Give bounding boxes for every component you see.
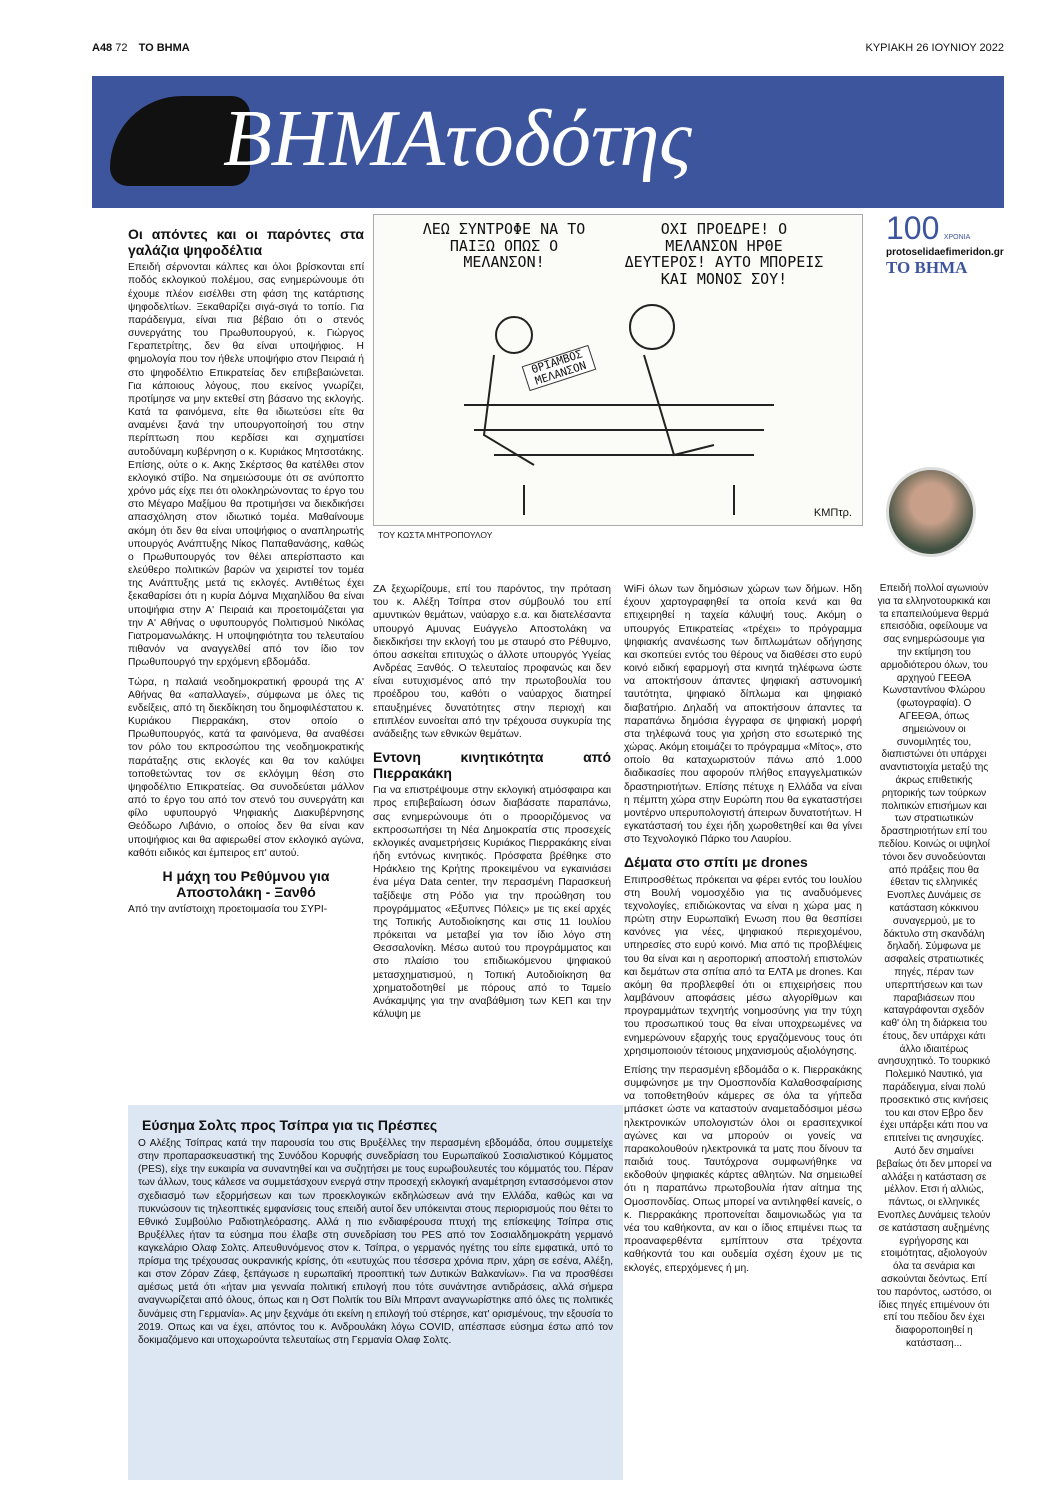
page-seq: 72 [115, 42, 128, 54]
middle-column [373, 583, 611, 1021]
issue-date: ΚΥΡΙΑΚΗ 26 ΙΟΥΝΙΟΥ 2022 [865, 42, 1004, 54]
page-header [92, 42, 1004, 56]
right-column [624, 583, 862, 1275]
badge-years: ΧΡΟΝΙΑ [943, 234, 971, 241]
left-column [128, 226, 364, 916]
body-drones: Επιπροσθέτως πρόκειται να φέρει εντός του Ιουλίου στη Βουλή νομοσχέδιο για τις αναδυόμενες τεχνολογίες, επιδιώκοντας να είναι η χώρα μας η πρώτη στην Ευρωπαϊκή Ενωση που θα θεσπίσει κανόνες για νέες, ψηφιακού περιεχομένου, υπηρεσίες στο ευρύ κοινό. Μια από τις προβλέψεις του θα είναι και η αεροπορική αποστολή επιστολών και δεμάτων στα σπίτια από τα ΕΛΤΑ με drones. Και ακόμη θα προβλεφθεί ότι οι επιχειρήσεις που λαμβάνουν αποφάσεις μέσω αλγορίθμων και προγραμμάτων τεχνητής νοημοσύνης για την τύχη του προσωπικού τους θα είναι υποχρεωμένες να ενημερώνουν εξαρχής τους εργαζόμενους τους ότι χρησιμοποιούν τέτοιους μηχανισμούς αξιολόγησης. [624, 874, 862, 1057]
body-basketball: Επίσης την περασμένη εβδομάδα ο κ. Πιερρακάκης συμφώνησε με την Ομοσπονδία Καλαθοσφαίρισης να τοποθετηθούν κάμερες σε όλα τα γήπεδα μπάσκετ ώστε να καταστούν αναμεταδόσιμοι μέσω ηλεκτρονικών υπολογιστών όλοι οι ερασιτεχνικοί αγώνες και να μπορούν οι γονείς να παρακολουθούν ηλεκτρονικά τα ματς που δίνουν τα παιδιά τους. Ταυτόχρονα συμφωνήθηκε να εκδοθούν ψηφιακές κάρτες αθλητών. Να σημειωθεί ότι η παραπάνω πρωτοβουλία ήταν αίτημα της Ομοσπονδίας. Οπως μπορεί να αντιληφθεί κανείς, ο κ. Πιερρακάκης προπονείται δαιμονιωδώς για τα νέα του καθήκοντα, αν και ο ίδιος επιμένει πως τα προαναφερθέντα εμπίπτουν στα τρέχοντα καθήκοντά του και ουδεμία σχέση έχουν με τις εκλογές, επερχόμενες ή μη. [624, 1064, 862, 1274]
newspaper-name: ΤΟ ΒΗΜΑ [138, 42, 190, 54]
headline-rethymno: Η μάχη του Ρεθύμνου για Αποστολάκη - Ξανθό [162, 867, 330, 901]
speech-bubble-right: ΟΧΙ ΠΡΟΕΔΡΕ! Ο ΜΕΛΑΝΣΟΝ ΗΡΘΕ ΔΕΥΤΕΡΟΣ! ΑΥΤΟ ΜΠΟΡΕΙΣ ΚΑΙ ΜΟΝΟΣ ΣΟΥ! [624, 220, 824, 288]
headline-scholz: Εύσημα Σολτς προς Τσίπρα για τις Πρέσπες [142, 1117, 438, 1133]
general-portrait-photo [886, 467, 976, 557]
cartoon-newspaper: ΘΡΙΑΜΒΟΣ ΜΕΛΑΝΣΟΝ [522, 345, 597, 392]
source-watermark: protoselidaefimeridon.gr [886, 247, 1004, 258]
column-logo: ΒΗΜΑτοδότης [223, 95, 692, 183]
headline-ballots: Οι απόντες και οι παρόντες στα γαλάζια ψηφοδέλτια [128, 226, 364, 259]
sidebar-column: Επειδή πολλοί αγωνιούν για τα ελληνοτουρκικά και τα επαπειλούμενα θερμά επεισόδια, οφείλουμε να σας ενημερώσουμε για την εκτίμηση του αρμοδιότερου όλων, του αρχηγού ΓΕΕΘΑ Κωνσταντίνου Φλώρου (φωτογραφία). Ο ΑΓΕΕΘΑ, όπως σημειώνουν οι συνομιλητές του, διαπιστώνει ότι υπάρχει αναντιστοιχία μεταξύ της άκρως επιθετικής ρητορικής των τούρκων πολιτικών επισήμων και των στρατιωτικών δραστηριοτήτων επί του πεδίου. Κοινώς οι υψηλοί τόνοι δεν συνοδεύονται από πράξεις που θα έθεταν τις ελληνικές Ενοπλες Δυνάμεις σε κατάσταση κόκκινου συναγερμού, με το δάκτυλο στη σκανδάλη δηλαδή. Σύμφωνα με ασφαλείς στρατιωτικές πηγές, πέραν των υπερπτήσεων και των παραβιάσεων που καταγράφονται σχεδόν καθ' όλη τη διάρκεια του έτους, δεν υπάρχει κάτι άλλο ιδιαιτέρως ανησυχητικό. Το τουρκικό Πολεμικό Ναυτικό, για παράδειγμα, είναι πολύ προσεκτικό στις κινήσεις του και στον Εβρο δεν έχει υπάρξει κάτι που να επιτείνει τις ανησυχίες. Αυτό δεν σημαίνει βεβαίως ότι δεν μπορεί να αλλάξει η κατάσταση σε μέλλον. Ετσι ή αλλιώς, πάντως, οι ελληνικές Ενοπλες Δυνάμεις τελούν σε κατάσταση αυξημένης εγρήγορσης και ετοιμότητας, αξιολογούν όλα τα σενάρια και ασκούνται δεόντως. Επί του παρόντος, ωστόσο, οι ίδιες πηγές επιμένουν ότι επί του πεδίου δεν έχει διαφοροποιηθεί η κατάσταση... [876, 583, 992, 1350]
body-pierrakakis-intro: Τώρα, η παλαιά νεοδημοκρατική φρουρά της Α' Αθήνας θα «απαλλαγεί», σύμφωνα με όλες τις ενδείξεις, από τη διεκδίκηση του δημοφιλέστατου κ. Κυριάκου Πιερρακάκη, στον οποίο ο Πρωθυπουργός, κατά τα φαινόμενα, θα αναθέσει τον ρόλο του εκπροσώπου της νεοδημοκρατικής παράταξης στις εκλογές και θα τον καλύψει τοποθετώντας τον σε εκλόγιμη θέση στο ψηφοδέλτιο Επικρατείας. Θα συνοδεύεται μάλλον από το έργο του από τον στενό του συνεργάτη και φίλο υφυπουργό Ψηφιακής Διακυβέρνησης Θεόδωρο Λιβάνιο, ο οποίος δεν θα είναι καν υποψήφιος και θα αφιερωθεί στον εκλογικό αγώνα, καθότι ειδικός και έμπειρος επ' αυτού. [128, 676, 364, 859]
page-number: A48 [92, 42, 113, 54]
badge-newspaper: ΤΟ ΒΗΜΑ [886, 258, 968, 277]
body-scholz: Ο Αλέξης Τσίπρας κατά την παρουσία του στις Βρυξέλλες την περασμένη εβδομάδα, όπου συμμετείχε στην προπαρασκευαστική της Συνόδου Κορυφής συνεδρίαση του Ευρωπαϊκού Σοσιαλιστικού Κόμματος (PES), είχε την ευκαιρία να συναντηθεί και να συζητήσει με τους ευρωβουλευτές του κόμματός του. Πέραν των άλλων, τους κάλεσε να συμμετάσχουν ενεργά στην προσεχή εκλογική αναμέτρηση εντασσόμενοι στον σχεδιασμό των εξορμήσεων και των προεκλογικών εκδηλώσεων ανά την Ελλάδα, καθώς και να πυκνώσουν τις τηλεοπτικές εμφανίσεις τους επειδή αυτοί δεν υπόκεινται στους περιορισμούς που θέτει το Εθνικό Συμβούλιο Ραδιοτηλεόρασης. Αλλά η πιο ενδιαφέρουσα πτυχή της επίσκεψης Τσίπρα στις Βρυξέλλες ήταν τα εύσημα που έλαβε στη συνεδρίαση του PES από τον Σοσιαλδημοκράτη γερμανό καγκελάριο Ολαφ Σολτς. Απευθυνόμενος στον κ. Τσίπρα, ο γερμανός ηγέτης του είπε εμφατικά, υπό το πρίσμα της τρέχουσας ουκρανικής κρίσης, ότι «ευτυχώς που τέσσερα χρόνια πριν, χάρη σε εσένα, Αλέξη, και στον Ζόραν Ζάεφ, ξεπάγωσε η ευρωπαϊκή προοπτική των Δυτικών Βαλκανίων». Για να προσθέσει αμέσως μετά ότι «ήταν μια γενναία πολιτική επιλογή που τότε συνάντησε αντιδράσεις, αλλά σήμερα αναγνωρίζεται από όλους, όπως και η Οστ Πολιτίκ του Βίλι Μπραντ αναγνωρίστηκε από όλες τις πολιτικές δυνάμεις στη Γερμανία». Ας μην ξεχνάμε ότι εκείνη η επιλογή τού στέρησε, κατ' ορισμένους, την εξουσία το 2019. Οπως και να έχει, απόντος του κ. Ανδρουλάκη λόγω COVID, απέσπασε εύσημα έστω από τον δοκιμαζόμενο και υποχωρούντα τελευταίως στη Γερμανία Ολαφ Σολτς. [138, 1138, 613, 1346]
cartoonist-signature: ΚΜΠτρ. [813, 507, 852, 519]
body-ballots: Επειδή σέρνονται κάλπες και όλοι βρίσκονται επί ποδός εκλογικού πολέμου, σας ενημερώνουμε ότι έχουμε πλέον εισέλθει στη φάση της κατάρτισης ψηφοδελτίων. Ξεκαθαρίζει σιγά-σιγά το τοπίο. Για παράδειγμα, είναι πια βέβαιο ότι ο στενός συνεργάτης του Πρωθυπουργού, κ. Γιώργος Γεραπετρίτης, δεν θα είναι υποψήφιος. Η φημολογία που τον ήθελε υποψήφιο στον Πειραιά ή στο ψηφοδέλτιο Επικρατείας δεν επιβεβαιώνεται. Για κάποιους λόγους, που εκείνος γνωρίζει, προτίμησε να μην εκτεθεί στη βάσανο της εκλογής. Κατά τα φαινόμενα, είτε θα ιδιωτεύσει είτε θα αναμένει ξανά την υπουργοποίησή του στην περίπτωση που κερδίσει και σχηματίσει αυτοδύναμη κυβέρνηση ο κ. Κυριάκος Μητσοτάκης. Επίσης, ούτε ο κ. Ακης Σκέρτσος θα κατέλθει στον εκλογικό στίβο. Να σημειώσουμε ότι σε ανύποπτο χρόνο μάς είχε πει ότι ολοκληρώνοντας το έργο του στο Μέγαρο Μαξίμου θα προτιμήσει να διεκδικήσει απασχόληση στον ιδιωτικό τομέα. Μαθαίνουμε ακόμη ότι δεν θα είναι υποψήφιος ο αναπληρωτής υπουργός Ανάπτυξης Νίκος Παπαθανάσης, καθώς ο Πρωθυπουργός τον θέλει απερίσπαστο και ελεύθερο πολιτικών βαρών να χειριστεί τον τομέα της Ανάπτυξης μετά τις εκλογές. Αντιθέτως έχει ξεκαθαρίσει ότι η κυρία Δόμνα Μιχαηλίδου θα είναι υποψήφια στην Α' Πειραιά και προετοιμάζεται για την Α' Αθήνας ο υφυπουργός Πολιτισμού Νικόλας Γιατρομανωλάκης. Η υποψηφιότητα του τελευταίου πιθανόν να αναγγελθεί από τον ίδιο τον Πρωθυπουργό την ερχόμενη εβδομάδα. [128, 262, 364, 669]
badge-number: 100 [886, 210, 940, 246]
body-rethymno: Από την αντίστοιχη προετοιμασία του ΣΥΡΙ- [128, 904, 328, 916]
headline-drones: Δέματα στο σπίτι με drones [624, 854, 808, 871]
cartoon [373, 214, 863, 526]
body-tsipras-rethymno: ΖΑ ξεχωρίζουμε, επί του παρόντος, την πρόταση του κ. Αλέξη Τσίπρα στον σύμβουλό του επί αμυντικών θεμάτων, ναύαρχο ε.α. και διατελέσαντα υπουργό Αμυνας Ευάγγελο Αποστολάκη να διεκδικήσει την εκλογή του με σταυρό στο Ρέθυμνο, όπου ασκείται επιτυχώς ο άλλοτε υπουργός Υγείας Ανδρέας Ξανθός. Ο τελευταίος προφανώς και δεν είναι ευτυχισμένος από την πρωτοβουλία του προέδρου του, καθότι ο ναύαρχος διατηρεί επαυξημένες δυνατότητες στην περιοχή και επιπλέον ευνοείται από την τρέχουσα συγκυρία της ανάδειξης των εθνικών θεμάτων. [373, 584, 611, 740]
scholz-box [128, 1105, 623, 1480]
speech-bubble-left: ΛΕΩ ΣΥΝΤΡΟΦΕ ΝΑ ΤΟ ΠΑΙΞΩ ΟΠΩΣ Ο ΜΕΛΑΝΣΟΝ! [422, 220, 586, 271]
anniversary-badge [886, 210, 1004, 277]
body-activity: Για να επιστρέψουμε στην εκλογική ατμόσφαιρα και προς επιβεβαίωση όσων διαβάσατε παραπάνω, σας ενημερώνουμε ότι ο προοριζόμενος να εκπροσωπήσει τη Νέα Δημοκρατία στις προσεχείς εκλογικές αναμετρήσεις Κυριάκος Πιερρακάκης είναι ήδη εντόνως κινητικός. Πρόσφατα βρέθηκε στο Ηράκλειο της Κρήτης προκειμένου να εγκαινιάσει ένα μέγα Data center, την περασμένη Παρασκευή ταξίδεψε στη Ρόδο για την προώθηση του προγράμματος «Εξυπνες Πόλεις» με τις εκεί αρχές της Τοπικής Αυτοδιοίκησης και στις 11 Ιουλίου πρόκειται να μεταβεί για τον ίδιο λόγο στη Θεσσαλονίκη. Μέσω αυτού του προγράμματος και στο πλαίσιο του επιδιωκόμενου ψηφιακού μετασχηματισμού, η Τοπική Αυτοδιοίκηση θα χρηματοδοτηθεί με πόρους από το Ταμείο Ανάκαμψης για την αναβάθμιση των ΚΕΠ και την κάλυψη με [373, 785, 611, 1021]
body-wifi: WiFi όλων των δημόσιων χώρων των δήμων. Ηδη έχουν χαρτογραφηθεί τα οποία κενά και θα επιχειρηθεί η ταχεία κάλυψή τους. Ακόμη ο υπουργός Επικρατείας «τρέχει» το πρόγραμμα ψηφιακής ανανέωσης των διπλωμάτων οδήγησης και σκοπεύει εντός του θέρους να διαθέσει στο ευρύ κοινό ειδική εφαρμογή στα κινητά τηλέφωνα ώστε να αποκτήσουν άπαντες ψηφιακή αστυνομική ταυτότητα, ψηφιακό δίπλωμα και ψηφιακό διαβατήριο. Δηλαδή να αποκτήσουν άπαντες τα παραπάνω δημόσια έγγραφα σε ψηφιακή μορφή στα τηλέφωνά τους για χρήση στο εσωτερικό της χώρας. Ακόμη ετοιμάζει το πρόγραμμα «Μίτος», στο οποίο θα καταχωριστούν πάνω από 1.000 διαδικασίες που αφορούν πλήθος επαγγελματικών δραστηριοτήτων. Επίσης πέτυχε η Ελλάδα να είναι η πέμπτη χώρα στην Ευρώπη που θα εγκαταστήσει μοντέρνο υπερυπολογιστή άπειρων δυνατοτήτων. Η εγκατάστασή του έχει ήδη χωροθετηθεί και θα γίνει στο Τεχνολογικό Πάρκο του Λαυρίου. [624, 584, 862, 846]
cartoon-credit: ΤΟΥ ΚΩΣΤΑ ΜΗΤΡΟΠΟΥΛΟΥ [378, 530, 493, 540]
headline-activity: Εντονη κινητικότητα από Πιερρακάκη [373, 749, 611, 782]
